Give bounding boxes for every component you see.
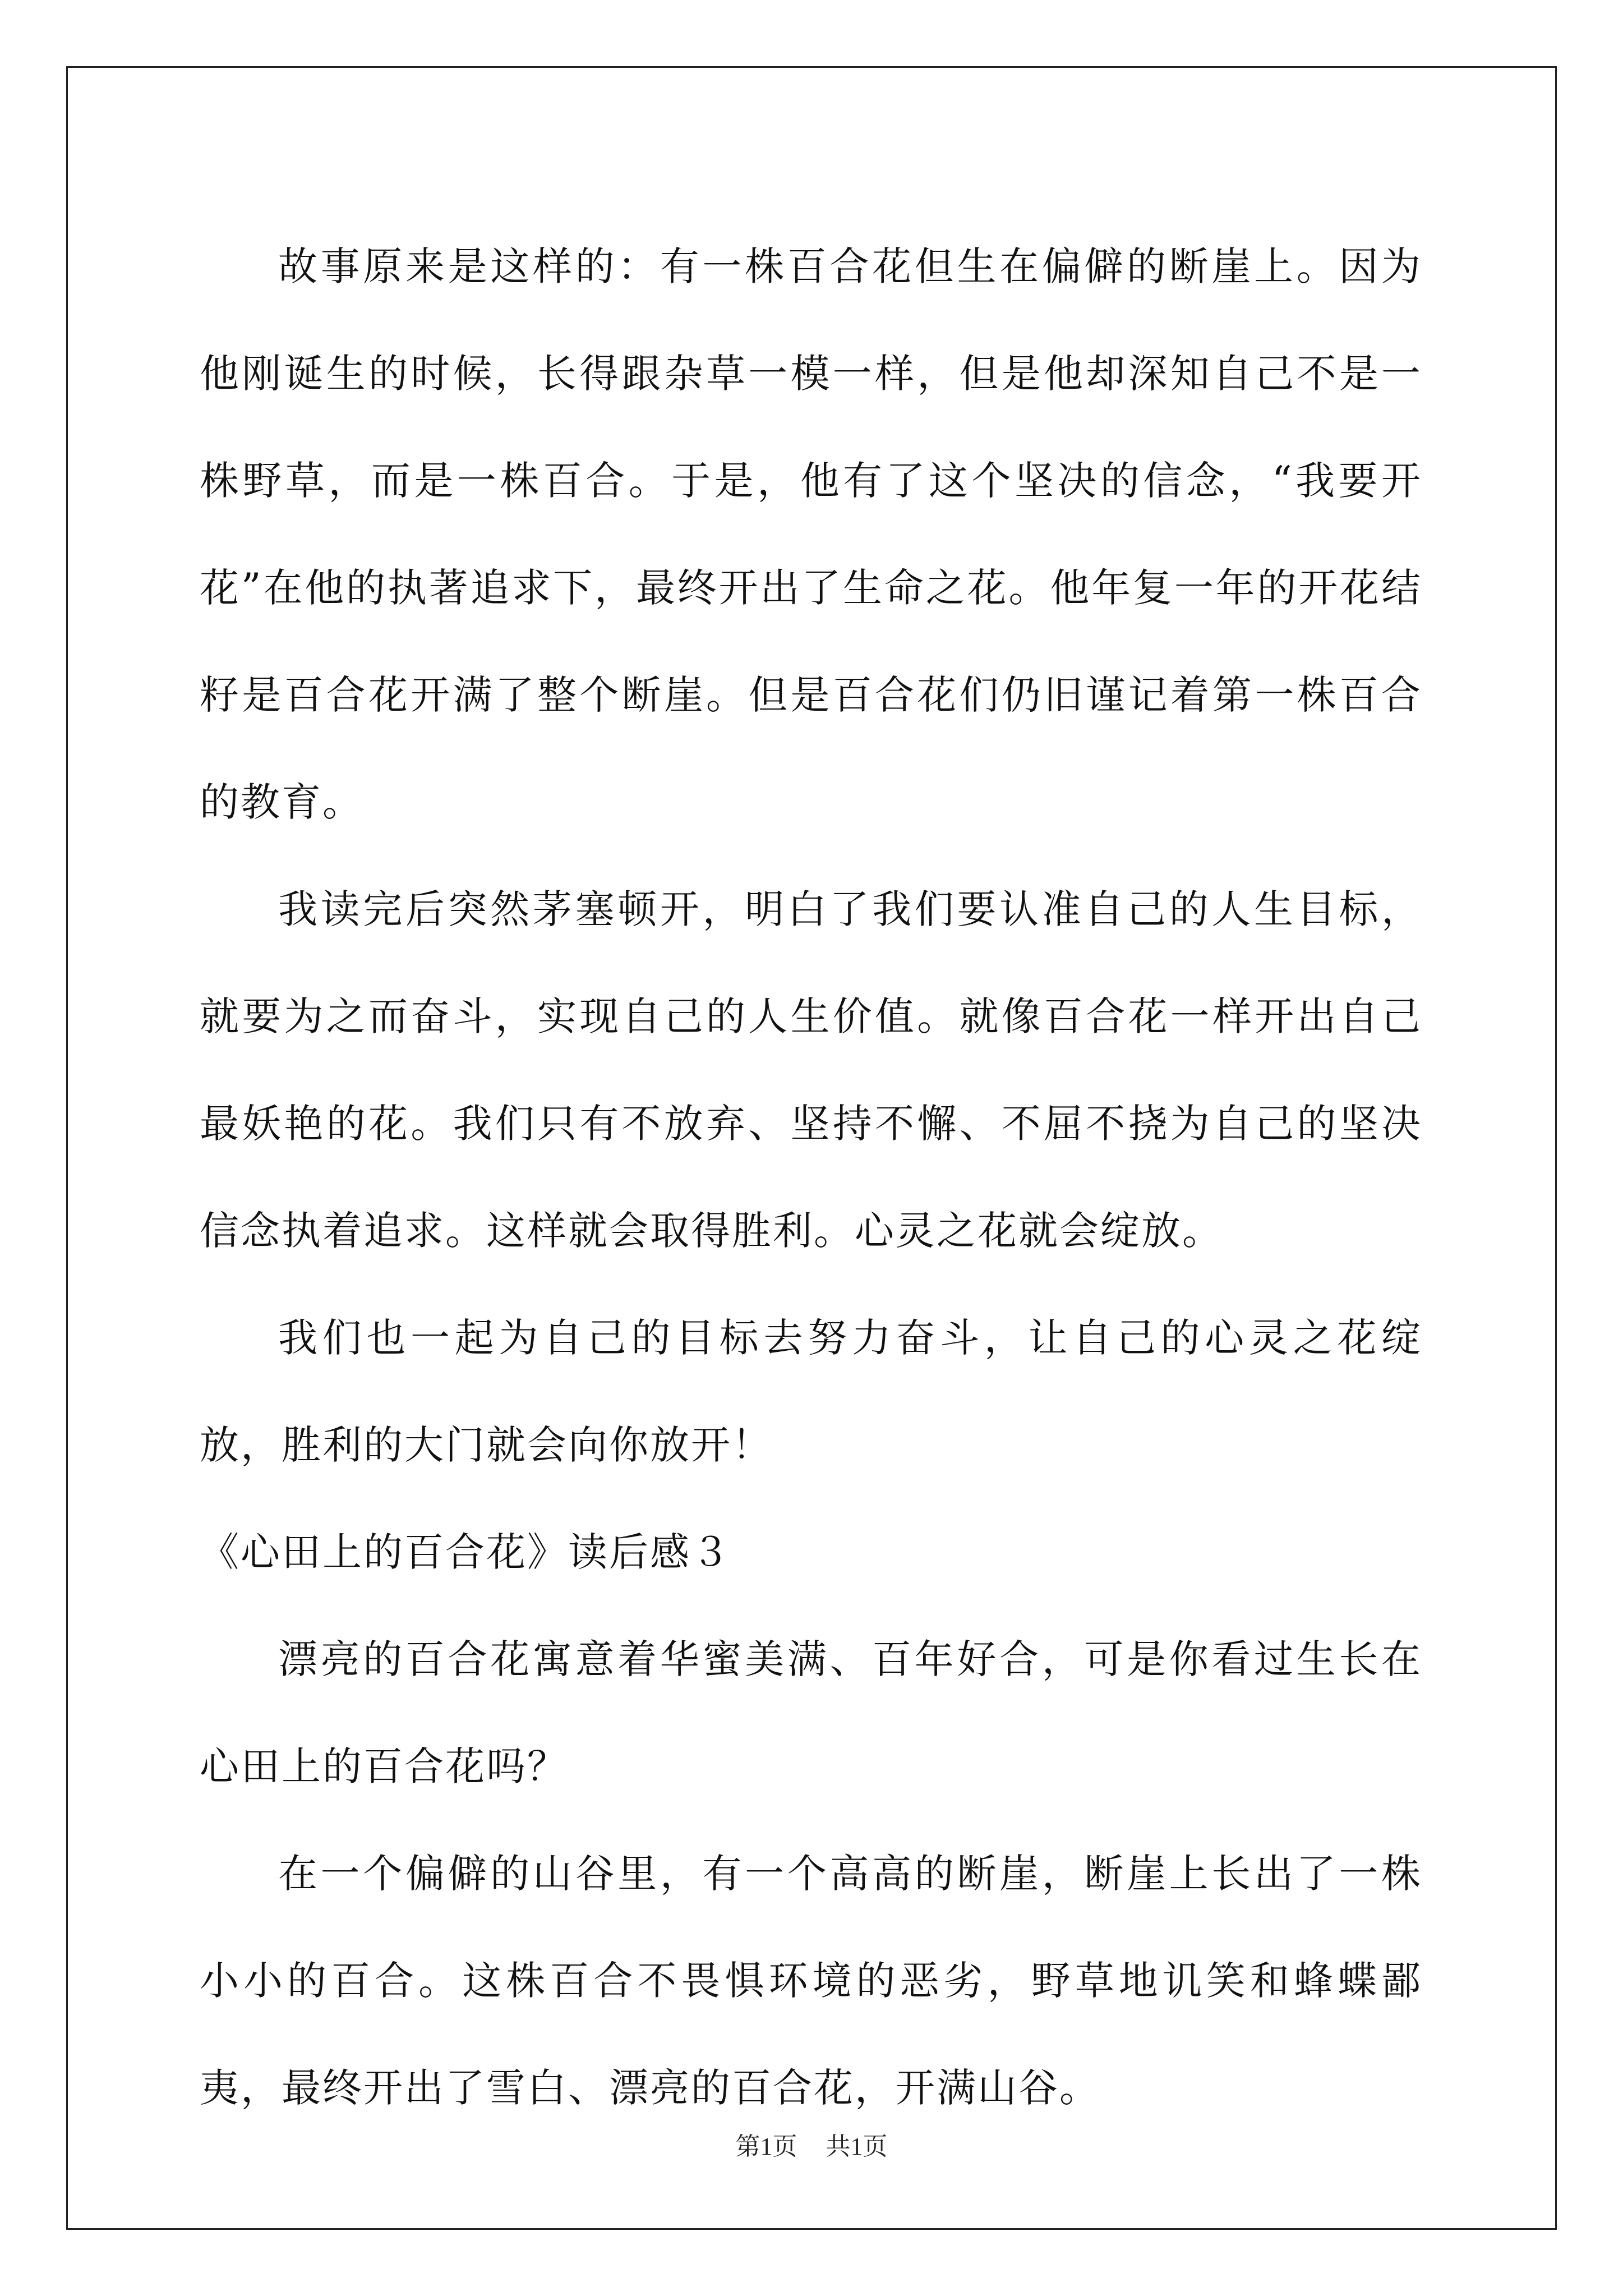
document-body <box>200 213 1422 2142</box>
page-footer <box>0 2126 1623 2162</box>
paragraph-3: 我们也一起为自己的目标去努力奋斗，让自己的心灵之花绽放，胜利的大门就会向你放开！ <box>200 1315 1422 1468</box>
page-number-total: 共1页 <box>826 2133 888 2160</box>
section-heading: 《心田上的百合花》读后感３ <box>200 1529 732 1575</box>
page-number-current: 第1页 <box>735 2133 797 2160</box>
paragraph-4: 漂亮的百合花寓意着华蜜美满、百年好合，可是你看过生长在心田上的百合花吗？ <box>200 1636 1422 1789</box>
paragraph-1: 故事原来是这样的：有一株百合花但生在偏僻的断崖上。因为他刚诞生的时候，长得跟杂草一模一样，但是他却深知自己不是一株野草，而是一株百合。于是，他有了这个坚决的信念，“我要开花”在他的执著追求下，最终开出了生命之花。他年复一年的开花结籽是百合花开满了整个断崖。但是百合花们仍旧谨记着第一株百合的教育。 <box>200 243 1422 825</box>
paragraph-2: 我读完后突然茅塞顿开，明白了我们要认准自己的人生目标，就要为之而奋斗，实现自己的人生价值。就像百合花一样开出自己最妖艳的花。我们只有不放弃、坚持不懈、不屈不挠为自己的坚决信念执着追求。这样就会取得胜利。心灵之花就会绽放。 <box>200 886 1422 1254</box>
paragraph-5: 在一个偏僻的山谷里，有一个高高的断崖，断崖上长出了一株小小的百合。这株百合不畏惧环境的恶劣，野草地讥笑和蜂蝶鄙夷，最终开出了雪白、漂亮的百合花，开满山谷。 <box>200 1851 1422 2111</box>
